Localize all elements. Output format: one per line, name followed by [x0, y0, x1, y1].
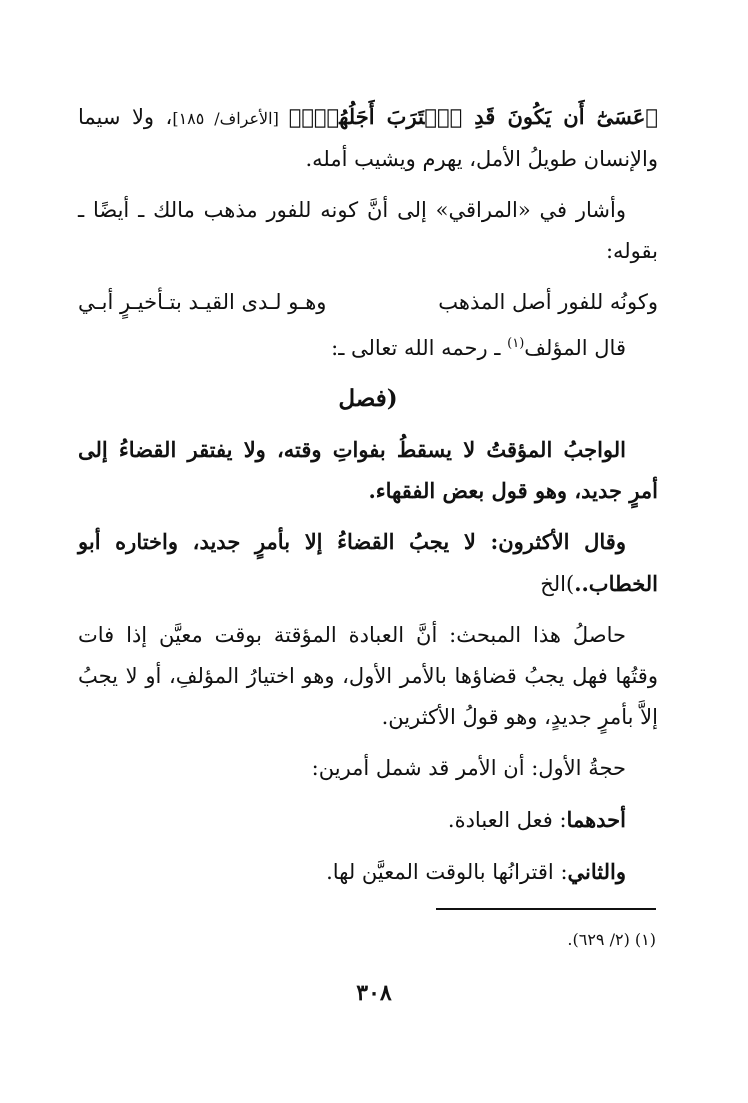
paragraph-maraqi: وأشار في «المراقي» إلى أنَّ كونه للفور مذهب مالك ـ أيضًا ـ بقوله:: [78, 198, 658, 263]
footnote: (١) (٢/ ٦٢٩).: [567, 930, 656, 949]
paragraph-first-item: [78, 799, 658, 841]
item-label: أحدهما: [566, 807, 626, 832]
poem-first-hemistich: وكونُه للفور أصل المذهب: [438, 290, 658, 314]
paragraph-matn-2: [78, 521, 658, 605]
matn-suffix: )الخ: [540, 572, 575, 596]
verse-reference: [الأعراف/ ١٨٥]: [172, 109, 289, 128]
author-statement: [78, 328, 658, 369]
paragraph-quran-verse: [78, 96, 658, 180]
matn-text: وقال الأكثرون: لا يجبُ القضاءُ إلا بأمرٍ جديد، واختاره أبو الخطاب..: [78, 529, 658, 596]
paragraph-second-item: [78, 851, 658, 893]
poem-second-hemistich: وهـو لـدى القيـد بتـأخيـرٍ أبـي: [78, 290, 327, 314]
poem-verse: [78, 282, 658, 322]
author-statement-rest: ـ رحمه الله تعالى ـ:: [331, 336, 508, 360]
item-text: : فعل العبادة.: [447, 808, 567, 832]
paragraph-matn-1: الواجبُ المؤقتُ لا يسقطُ بفواتِ وقته، ولا يفتقر القضاءُ إلى أمرٍ جديد، وهو قول بعض الفقهاء.: [78, 437, 658, 503]
section-heading: (فصل: [338, 385, 398, 412]
footnote-divider: [436, 908, 656, 910]
item-label: والثاني: [567, 859, 626, 884]
page-body: [78, 96, 658, 903]
paragraph-summary: حاصلُ هذا المبحث: أنَّ العبادة المؤقتة بوقت معيَّن إذا فات وقتُها فهل يجبُ قضاؤها بالأمر الأول، وهو اختيارُ المؤلفِ، أو لا يجبُ إلاَّ بأمرٍ جديدٍ، وهو قولُ الأكثرين.: [78, 623, 658, 729]
quran-verse: ﴿عَسَىٰٓ أَن يَكُونَ قَدِ ٱقۡتَرَبَ أَجَلُهُمۡۖ﴾: [288, 104, 659, 129]
author-label: قال المؤلف: [524, 336, 626, 360]
paragraph-first-argument: حجةُ الأول: أن الأمر قد شمل أمرين:: [311, 756, 626, 780]
item-text: : اقترانُها بالوقت المعيَّن لها.: [326, 860, 568, 884]
paragraph-text: ، ولا سيما والإنسان طويلُ الأمل، يهرم ويشيب أمله.: [78, 105, 658, 171]
footnote-marker: (١): [507, 336, 525, 351]
page-number: ٣٠٨: [356, 980, 392, 1006]
